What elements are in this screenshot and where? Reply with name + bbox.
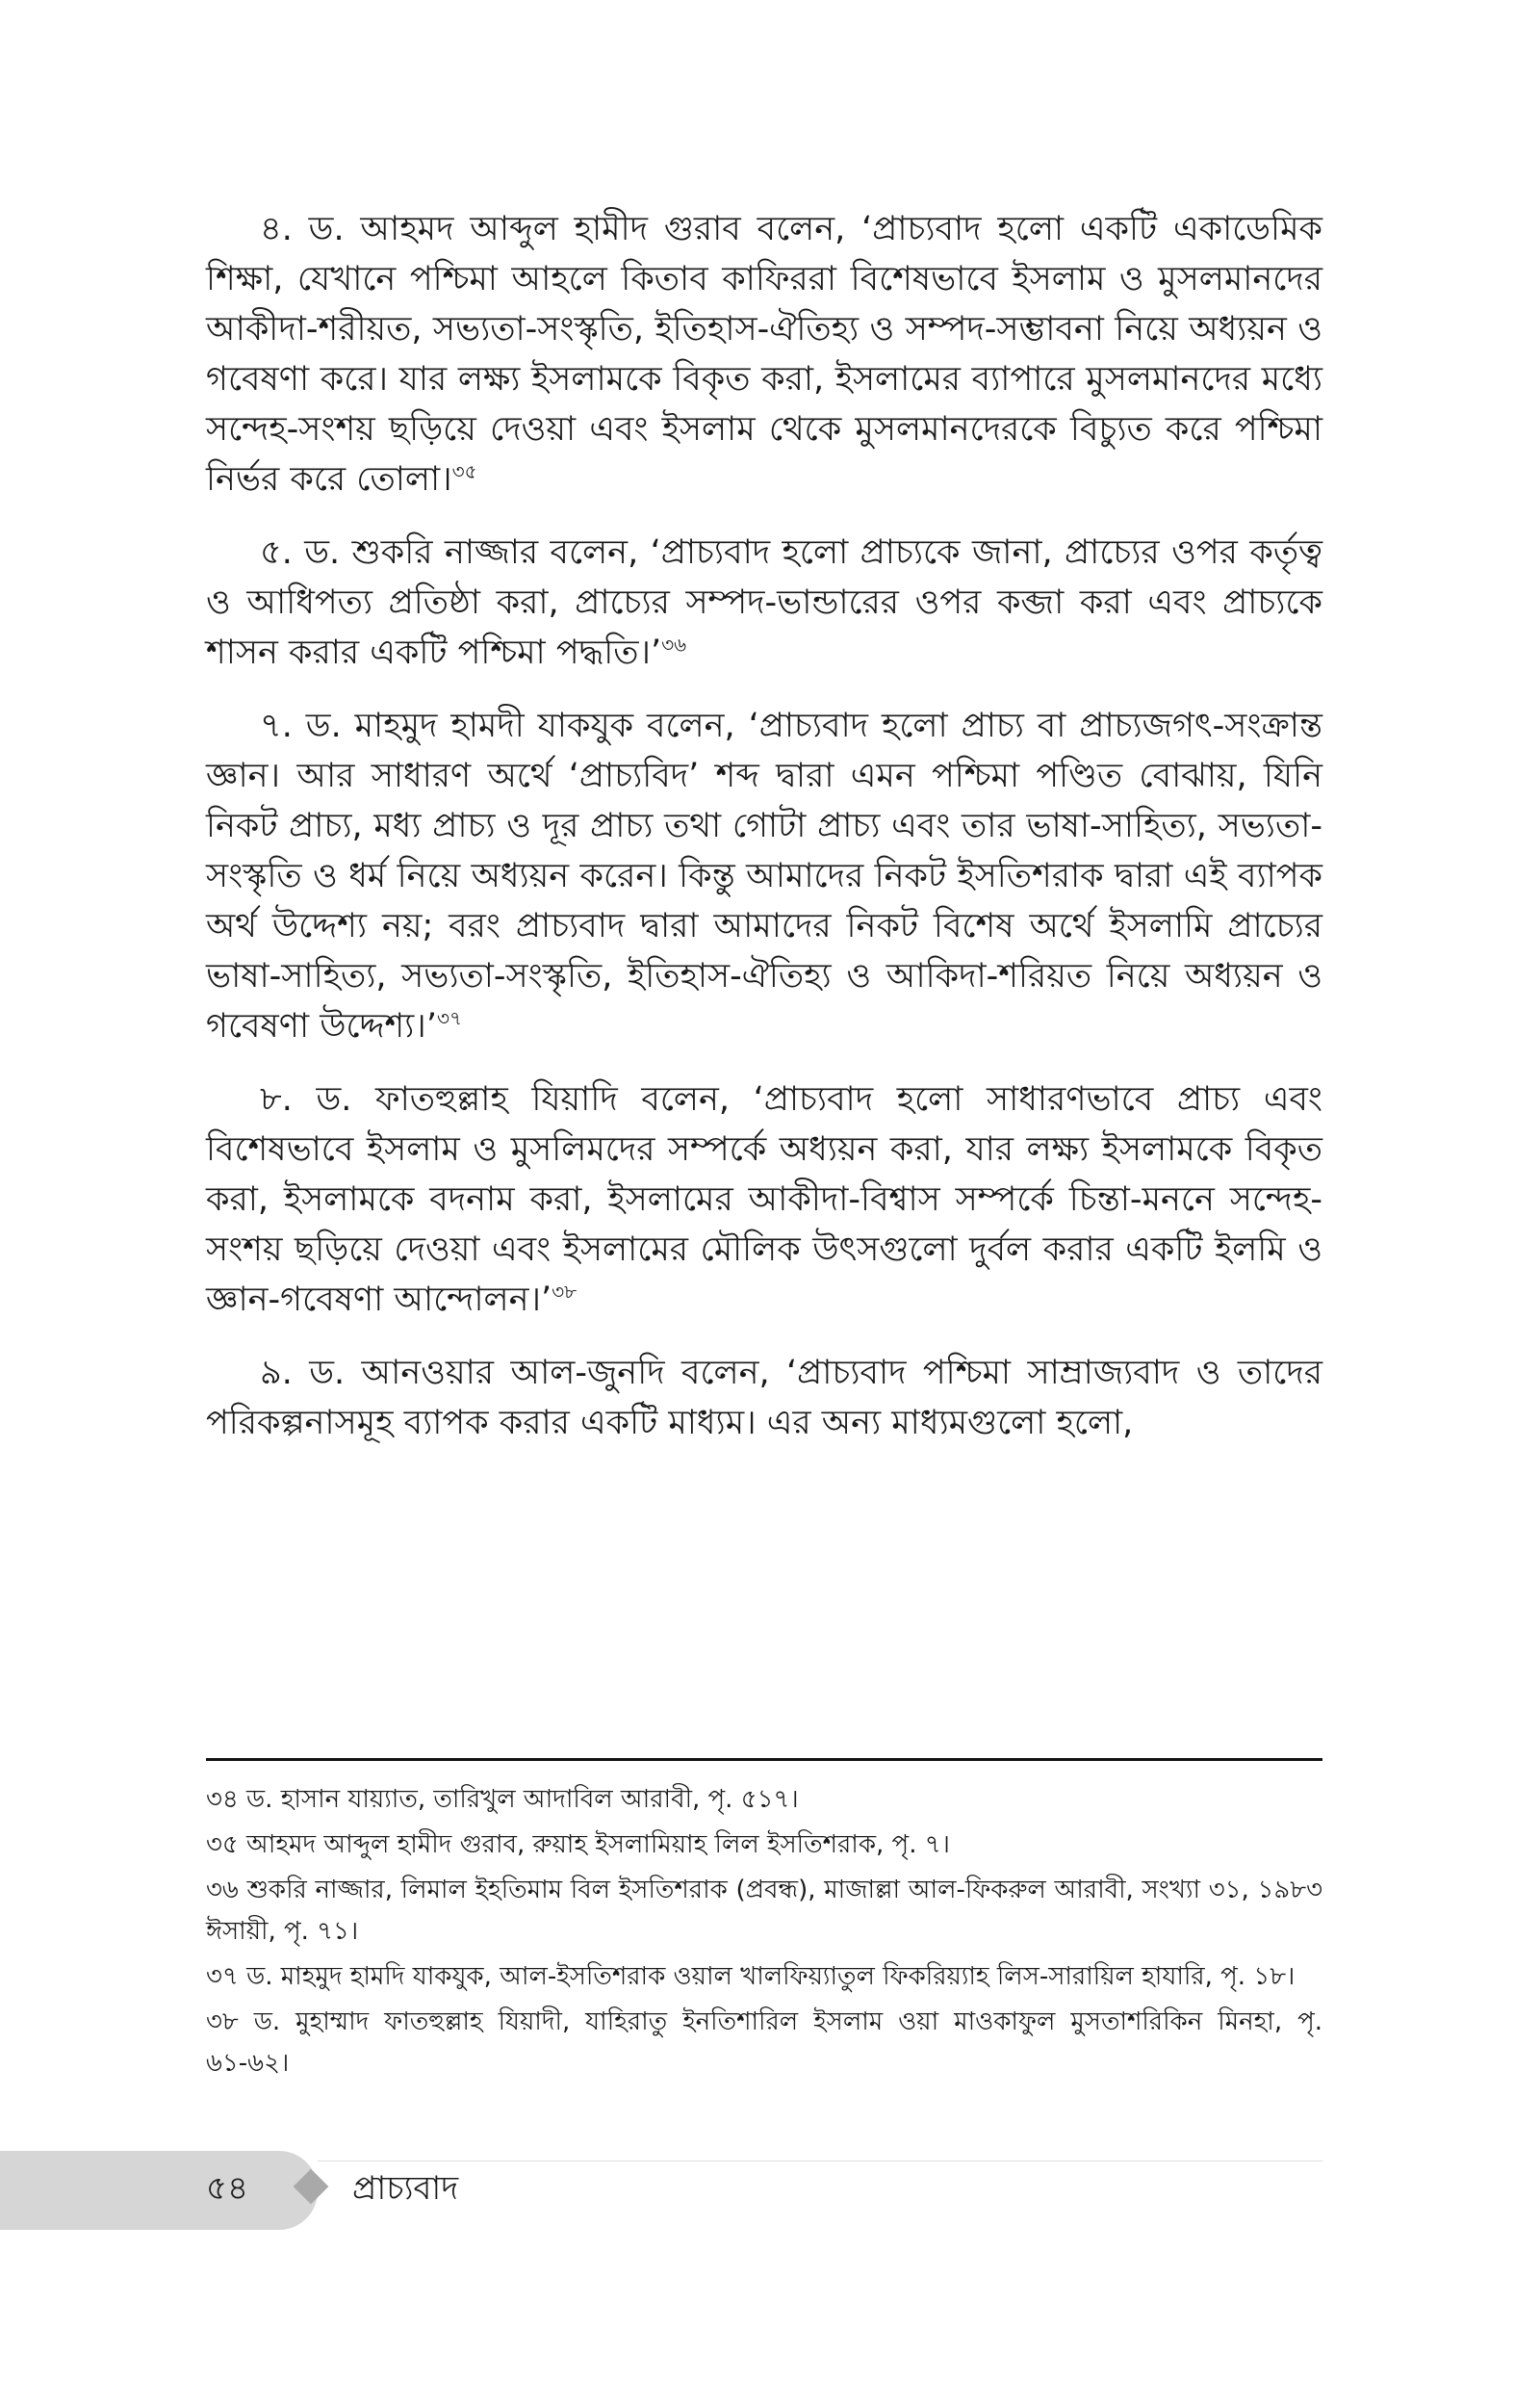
footnote-divider <box>206 1758 1322 1761</box>
footnote-34: ৩৪ ড. হাসান যায়্যাত, তারিখুল আদাবিল আরাবী, পৃ. ৫১৭। <box>206 1785 799 1814</box>
paragraph-8: ৮. ড. ফাতহুল্লাহ যিয়াদি বলেন, ‘প্রাচ্যবাদ হলো সাধারণভাবে প্রাচ্য এবং বিশেষভাবে ইসলাম ও মুসলিমদের সম্পর্কে অধ্যয়ন করা, যার লক্ষ্য ইসলামকে বিকৃত করা, ইসলামকে বদনাম করা, ইসলামের আকীদা-বিশ্বাস সম্পর্কে চিন্তা-মননে সন্দেহ-সংশয় ছড়িয়ে দেওয়া এবং ইসলামের মৌলিক উৎসগুলো দুর্বল করার একটি ইলমি ও জ্ঞান-গবেষণা আন্দোলন।’$^{৩৮}$ <box>206 1080 1322 1319</box>
running-title: প্রাচ্যবাদ <box>352 2169 459 2208</box>
paragraph-5: ৫. ড. শুকরি নাজ্জার বলেন, ‘প্রাচ্যবাদ হলো প্রাচ্যকে জানা, প্রাচ্যের ওপর কর্তৃত্ব ও আধিপত্য প্রতিষ্ঠা করা, প্রাচ্যের সম্পদ-ভান্ডারের ওপর কব্জা করা এবং প্রাচ্যকে শাসন করার একটি পশ্চিমা পদ্ধতি।’$^{৩৬}$ <box>206 533 1322 672</box>
footnote-ref: ৩৮ <box>552 1280 578 1304</box>
footnote-ref: ৩৬ <box>661 633 687 657</box>
footnote-35: ৩৫ আহমদ আব্দুল হামীদ গুরাব, রুয়াহ ইসলামিয়াহ লিল ইসতিশরাক, পৃ. ৭। <box>206 1830 950 1859</box>
footer-tab <box>0 2151 318 2230</box>
footnote-ref: ৩৭ <box>436 1006 462 1030</box>
footnotes <box>206 1779 1322 2088</box>
paragraph-9: ৯. ড. আনওয়ার আল-জুনদি বলেন, ‘প্রাচ্যবাদ পশ্চিমা সাম্রাজ্যবাদ ও তাদের পরিকল্পনাসমূহ ব্যাপক করার একটি মাধ্যম। এর অন্য মাধ্যমগুলো হলো, <box>206 1354 1322 1442</box>
body-text <box>206 204 1322 1471</box>
footnote-38: ৩৮ ড. মুহাম্মাদ ফাতহুল্লাহ যিয়াদী, যাহিরাতু ইনতিশারিল ইসলাম ওয়া মাওকাফুল মুসতাশরিকিন মিনহা, পৃ. ৬১-৬২। <box>206 2007 1322 2078</box>
footnote-37: ৩৭ ড. মাহমুদ হামদি যাকযুক, আল-ইসতিশরাক ওয়াল খালফিয়্যাতুল ফিকরিয়্যাহ লিস-সারায়িল হাযারি, পৃ. ১৮। <box>206 1962 1296 1991</box>
footnote-36: ৩৬ শুকরি নাজ্জার, লিমাল ইহতিমাম বিল ইসতিশরাক (প্রবন্ধ), মাজাল্লা আল-ফিকরুল আরাবী, সংখ্যা ৩১, ১৯৮৩ ঈসায়ী, পৃ. ৭১। <box>206 1876 1322 1946</box>
footnote-ref: ৩৫ <box>451 459 477 483</box>
paragraph-7: ৭. ড. মাহমুদ হামদী যাকযুক বলেন, ‘প্রাচ্যবাদ হলো প্রাচ্য বা প্রাচ্যজগৎ-সংক্রান্ত জ্ঞান। আর সাধারণ অর্থে ‘প্রাচ্যবিদ’ শব্দ দ্বারা এমন পশ্চিমা পণ্ডিত বোঝায়, যিনি নিকট প্রাচ্য, মধ্য প্রাচ্য ও দূর প্রাচ্য তথা গোটা প্রাচ্য এবং তার ভাষা-সাহিত্য, সভ্যতা-সংস্কৃতি ও ধর্ম নিয়ে অধ্যয়ন করেন। কিন্তু আমাদের নিকট ইসতিশরাক দ্বারা এই ব্যাপক অর্থ উদ্দেশ্য নয়; বরং প্রাচ্যবাদ দ্বারা আমাদের নিকট বিশেষ অর্থে ইসলামি প্রাচ্যের ভাষা-সাহিত্য, সভ্যতা-সংস্কৃতি, ইতিহাস-ঐতিহ্য ও আকিদা-শরিয়ত নিয়ে অধ্যয়ন ও গবেষণা উদ্দেশ্য।’$^{৩৭}$ <box>206 707 1322 1046</box>
page-number: ৫৪ <box>206 2169 249 2208</box>
paragraph-4: ৪. ড. আহমদ আব্দুল হামীদ গুরাব বলেন, ‘প্রাচ্যবাদ হলো একটি একাডেমিক শিক্ষা, যেখানে পশ্চিমা আহলে কিতাব কাফিররা বিশেষভাবে ইসলাম ও মুসলমানদের আকীদা-শরীয়ত, সভ্যতা-সংস্কৃতি, ইতিহাস-ঐতিহ্য ও সম্পদ-সম্ভাবনা নিয়ে অধ্যয়ন ও গবেষণা করে। যার লক্ষ্য ইসলামকে বিকৃত করা, ইসলামের ব্যাপারে মুসলমানদের মধ্যে সন্দেহ-সংশয় ছড়িয়ে দেওয়া এবং ইসলাম থেকে মুসলমানদেরকে বিচ্যুত করে পশ্চিমা নির্ভর করে তোলা।$^{৩৫}$ <box>206 210 1322 499</box>
